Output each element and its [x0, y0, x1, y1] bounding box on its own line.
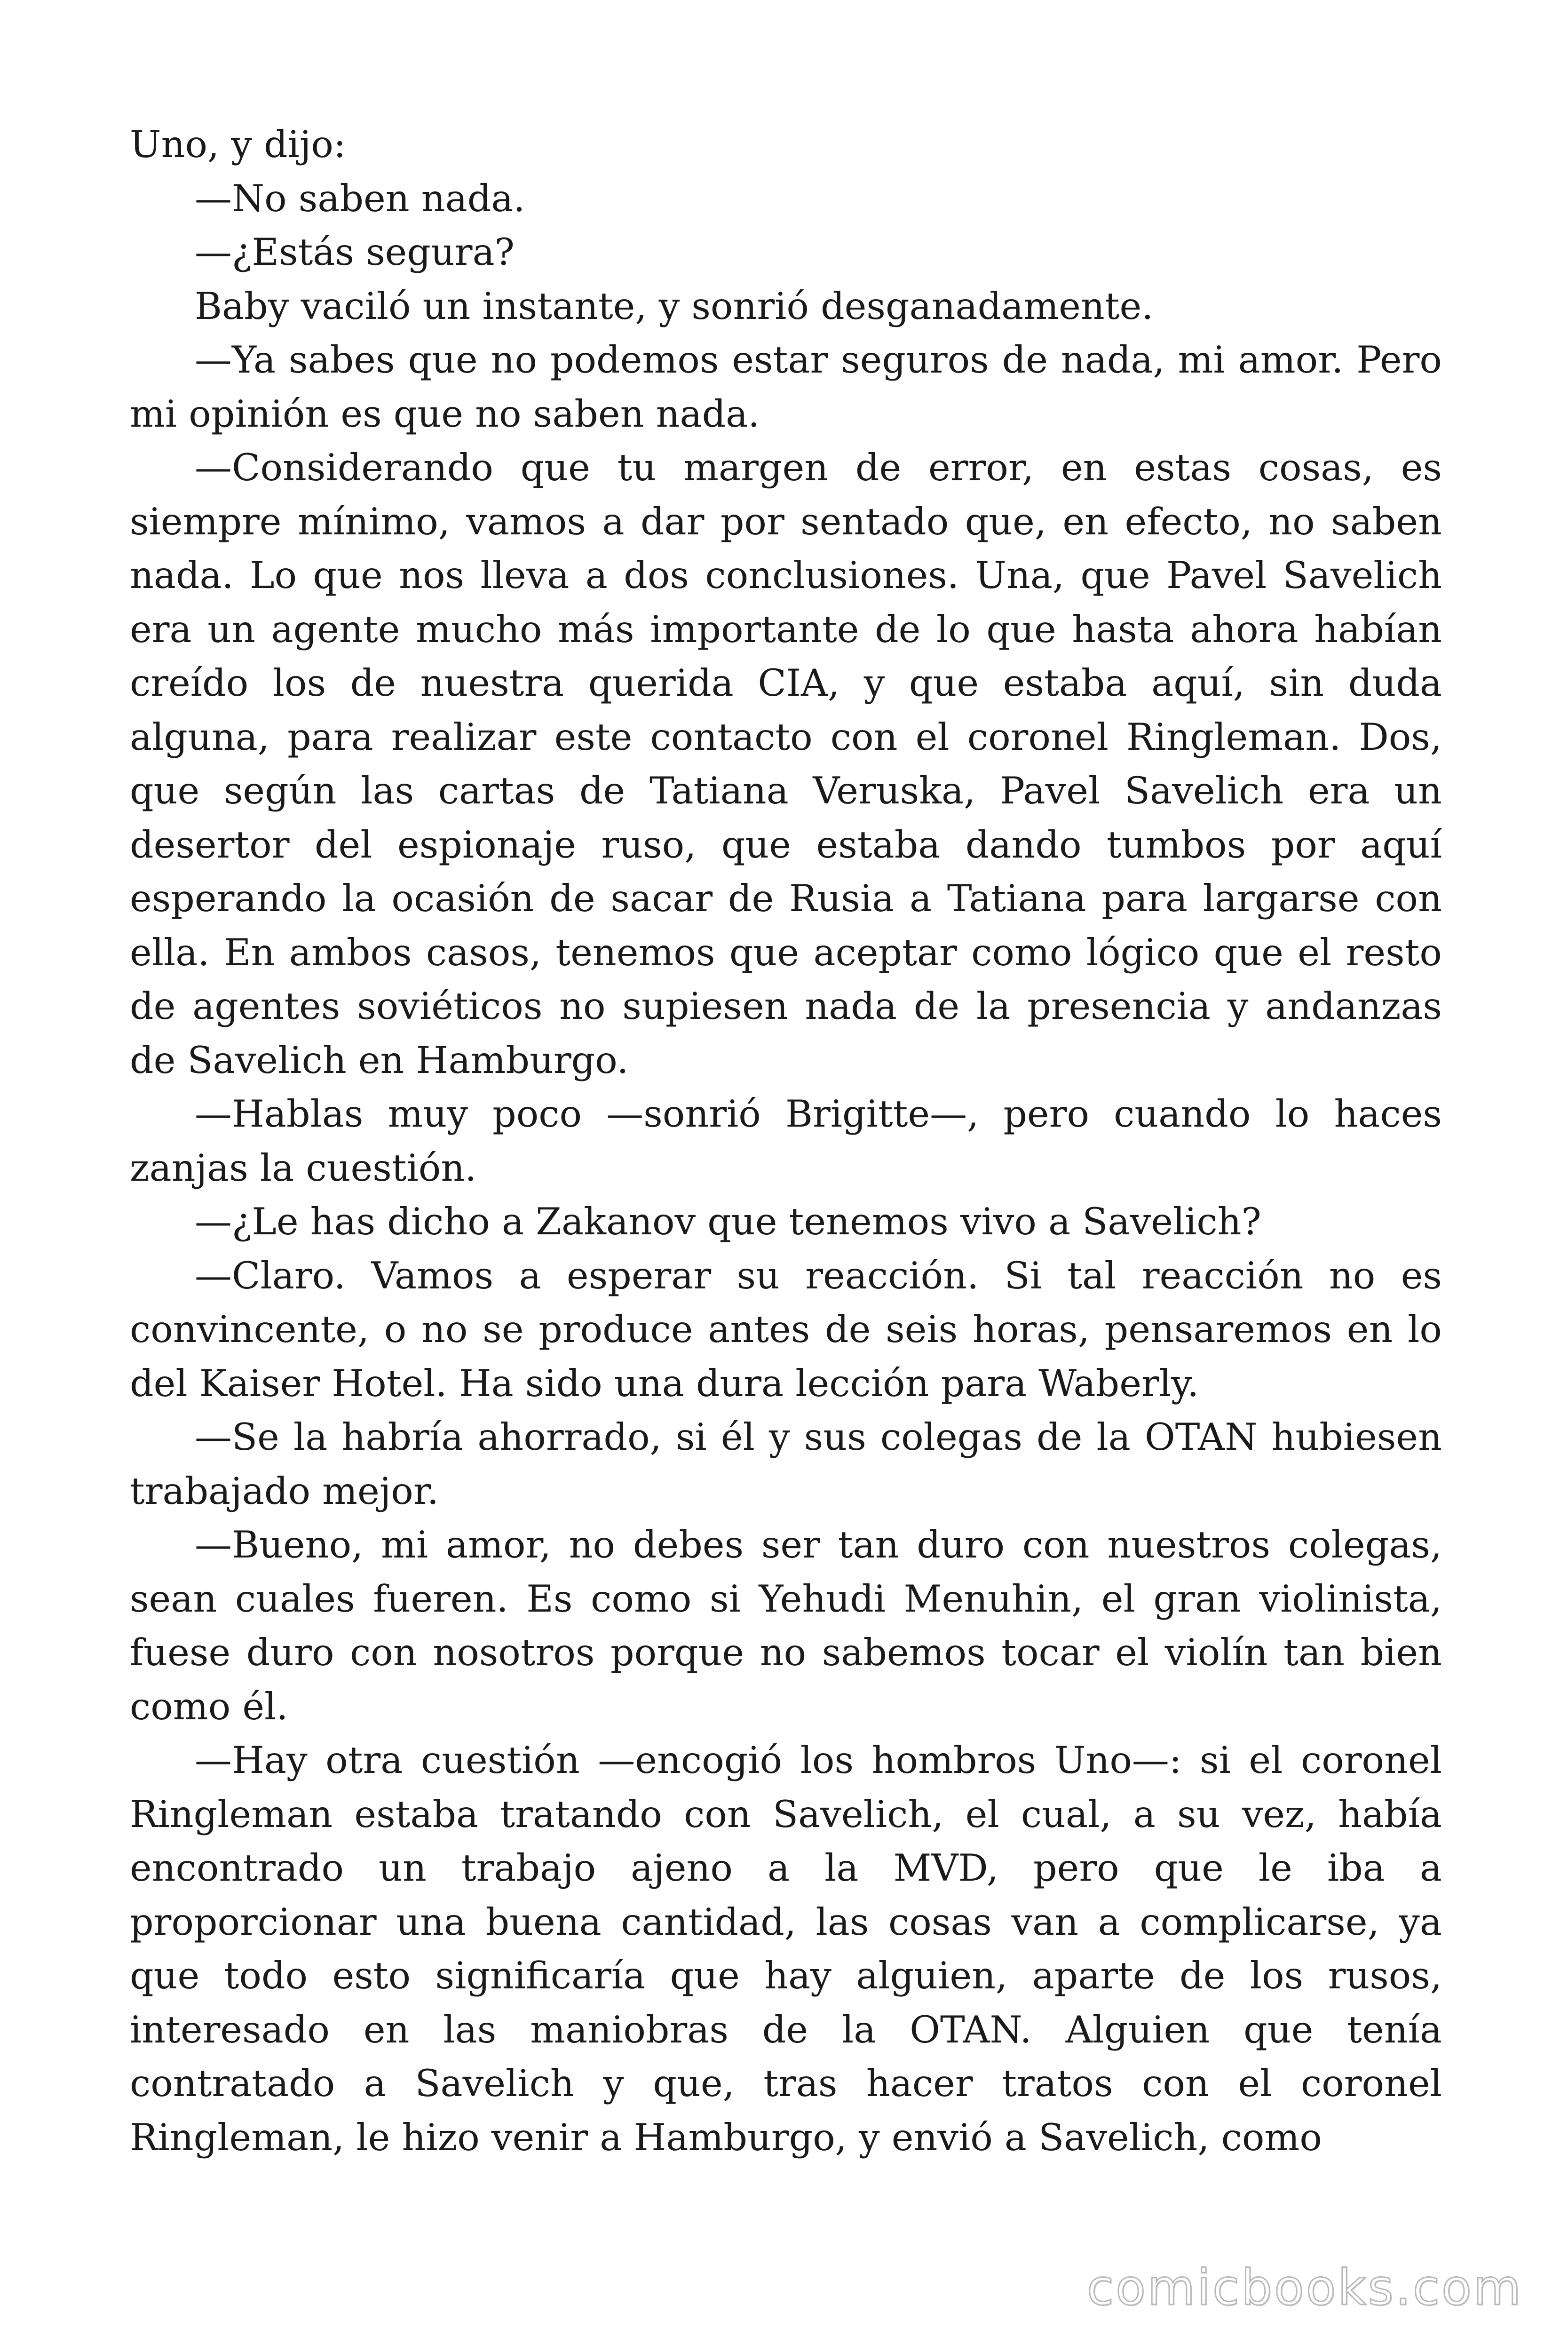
paragraph-7: —Hablas muy poco —sonrió Brigitte—, pero cuando lo haces zanjas la cuestión. [130, 1092, 1442, 1190]
paragraph-9: —Claro. Vamos a esperar su reacción. Si tal reacción no es convincente, o no se produce antes de seis horas, pensaremos en lo del Kaiser Hotel. Ha sido una dura lección para Waberly. [130, 1254, 1442, 1405]
watermark-logo: comicbooks.com [1086, 2259, 1523, 2316]
paragraph-12: —Hay otra cuestión —encogió los hombros Uno—: si el coronel Ringleman estaba tratando con Savelich, el cual, a su vez, había encontrado un trabajo ajeno a la MVD, pero que le iba a proporcionar una buena cantidad, las cosas van a complicarse, ya que todo esto significaría que hay alguien, aparte de los rusos, interesado en las maniobras de la OTAN. Alguien que tenía contratado a Savelich y que, tras hacer tratos con el coronel Ringleman, le hizo venir a Hamburgo, y envió a Savelich, como [130, 1739, 1442, 2159]
paragraph-8: —¿Le has dicho a Zakanov que tenemos vivo a Savelich? [195, 1200, 1261, 1243]
paragraph-10: —Se la habría ahorrado, si él y sus colegas de la OTAN hubiesen trabajado mejor. [130, 1415, 1442, 1513]
paragraph-6: —Considerando que tu margen de error, en estas cosas, es siempre mínimo, vamos a dar por sentado que, en efecto, no saben nada. Lo que nos lleva a dos conclusiones. Una, que Pavel Savelich era un agente mucho más importante de lo que hasta ahora habían creído los de nuestra querida CIA, y que estaba aquí, sin duda alguna, para realizar este contacto con el coronel Ringleman. Dos, que según las cartas de Tatiana Veruska, Pavel Savelich era un desertor del espionaje ruso, que estaba dando tumbos por aquí esperando la ocasión de sacar de Rusia a Tatiana para largarse con ella. En ambos casos, tenemos que aceptar como lógico que el resto de agentes soviéticos no supiesen nada de la presencia y andanzas de Savelich en Hamburgo. [130, 446, 1442, 1082]
paragraph-4: Baby vaciló un instante, y sonrió desganadamente. [195, 284, 1154, 328]
paragraph-1: Uno, y dijo: [130, 123, 346, 166]
paragraph-11: —Bueno, mi amor, no debes ser tan duro con nuestros colegas, sean cuales fueren. Es como si Yehudi Menuhin, el gran violinista, fuese duro con nosotros porque no sabemos tocar el violín tan bien como él. [130, 1523, 1442, 1728]
body-text [130, 118, 1442, 2164]
paragraph-2: —No saben nada. [195, 176, 525, 220]
paragraph-5: —Ya sabes que no podemos estar seguros de nada, mi amor. Pero mi opinión es que no saben nada. [130, 338, 1442, 436]
paragraph-3: —¿Estás segura? [195, 230, 515, 274]
